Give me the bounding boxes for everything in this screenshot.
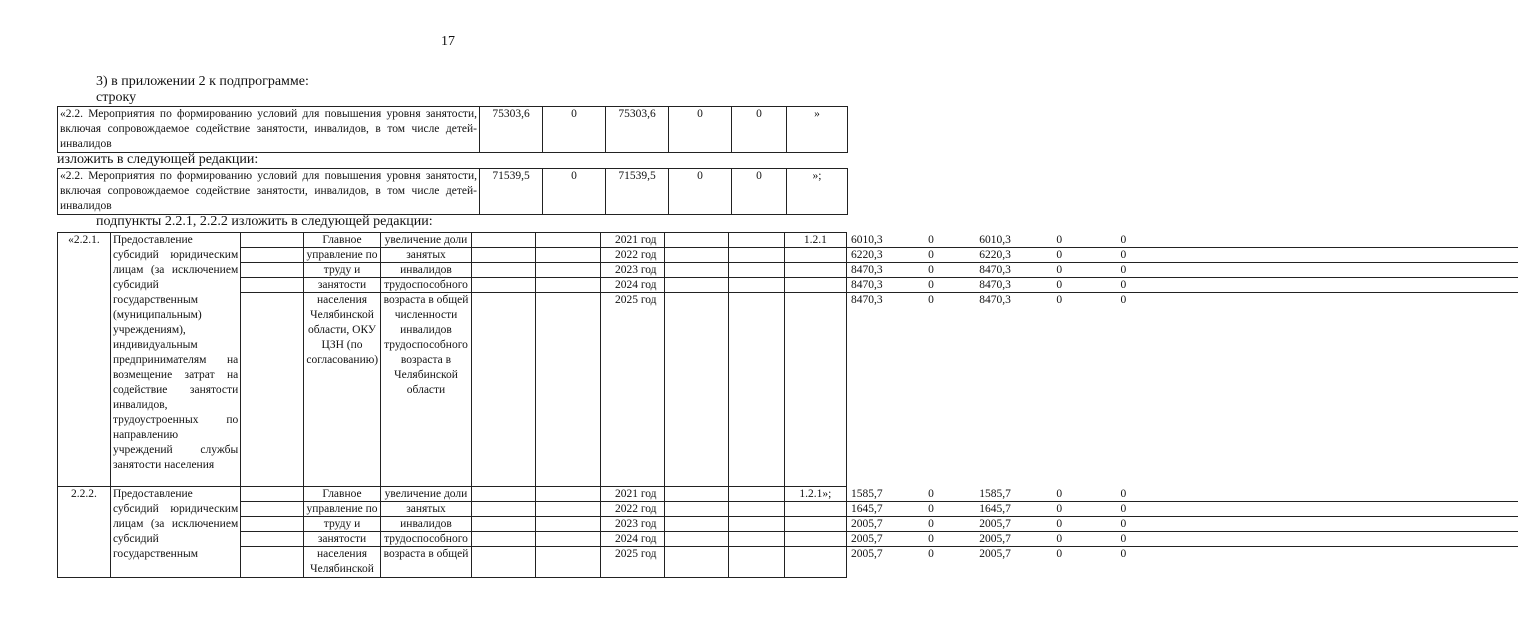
old-row-v1: 75303,6 bbox=[480, 107, 543, 153]
row-2-c5: 0 bbox=[1120, 548, 1127, 560]
intro-line-2: строку bbox=[96, 90, 137, 105]
new-row-v4: 0 bbox=[669, 169, 732, 215]
row-2-c1: 1645,7 bbox=[472, 502, 1261, 517]
old-row-table bbox=[57, 106, 848, 153]
new-row-v5: 0 bbox=[732, 169, 787, 215]
row-1-num: «2.2.1. bbox=[58, 233, 111, 487]
row-2-c5: 0 bbox=[729, 502, 1518, 517]
row-1-year: 2024 год bbox=[241, 278, 1030, 293]
row-2-c4: 0 bbox=[1056, 548, 1063, 560]
page-number: 17 bbox=[441, 34, 455, 49]
new-row-v2: 0 bbox=[543, 169, 606, 215]
table-row bbox=[58, 233, 847, 487]
row-2-c3: 2005,7 bbox=[601, 532, 1390, 547]
row-1-c2: 0 bbox=[536, 248, 1325, 263]
row-2-c3: 2005,7 bbox=[601, 517, 1390, 532]
row-1-desc: Предоставление субсидий юридическим лицам (за исключением субсидий государственным (муниципальным) учреждениям), индивидуальным предпринимателям на возмещение затрат на содействие занятости инвалидов, трудоустроенных по направлению учреждений службы занятости населения bbox=[110, 233, 240, 487]
subpoints-text: подпункты 2.2.1, 2.2.2 изложить в следующей редакции: bbox=[96, 214, 433, 229]
row-1-c1: 8470,3 bbox=[472, 263, 1261, 278]
old-row-v4: 0 bbox=[669, 107, 732, 153]
row-1-c3: 8470,3 bbox=[601, 278, 1390, 293]
row-2-c2: 0 bbox=[536, 517, 1325, 532]
row-1-c3: 6220,3 bbox=[601, 248, 1390, 263]
intro-line-1: 3) в приложении 2 к подпрограмме: bbox=[96, 74, 309, 89]
row-1-c5: 0 bbox=[1120, 294, 1127, 306]
row-1-year: 2023 год bbox=[241, 263, 1030, 278]
row-1-c2: 0 bbox=[928, 294, 934, 306]
old-row-v2: 0 bbox=[543, 107, 606, 153]
row-2-year: 2025 год bbox=[614, 548, 657, 560]
row-1-c4: 0 bbox=[665, 233, 1454, 248]
row-2-c2: 0 bbox=[536, 532, 1325, 547]
row-1-c3: 8470,3 bbox=[601, 263, 1390, 278]
row-2-c2: 0 bbox=[536, 487, 1325, 502]
row-2-c1: 2005,7 bbox=[472, 517, 1261, 532]
subpoints-table bbox=[57, 232, 1127, 578]
new-row-v1: 71539,5 bbox=[480, 169, 543, 215]
row-2-c4: 0 bbox=[665, 517, 1454, 532]
row-2-c1: 2005,7 bbox=[851, 548, 883, 560]
row-1-year: 2021 год bbox=[241, 233, 1030, 248]
row-2-year: 2022 год bbox=[241, 502, 1030, 517]
row-2-c2: 0 bbox=[928, 548, 934, 560]
row-2-year: 2023 год bbox=[241, 517, 1030, 532]
row-2-executor: Главное управление по труду и занятости населения Челябинской bbox=[304, 487, 380, 578]
row-2-year: 2024 год bbox=[241, 532, 1030, 547]
row-1-c1: 6010,3 bbox=[472, 233, 1261, 248]
row-2-c3: 1645,7 bbox=[601, 502, 1390, 517]
row-1-c5: 0 bbox=[729, 248, 1518, 263]
row-2-ref: 1.2.1»; bbox=[784, 487, 846, 578]
row-1-c4: 0 bbox=[665, 248, 1454, 263]
row-2-indicator: увеличение доли занятых инвалидов трудоспособного возраста в общей bbox=[380, 487, 472, 578]
row-1-c1: 6220,3 bbox=[472, 248, 1261, 263]
row-1-c2: 0 bbox=[536, 278, 1325, 293]
row-1-c4: 0 bbox=[665, 278, 1454, 293]
row-1-year: 2025 год bbox=[614, 294, 657, 306]
row-1-c4: 0 bbox=[1056, 294, 1063, 306]
old-row-name: «2.2. Мероприятия по формированию условий для повышения уровня занятости, включая сопровождаемое содействие занятости, инвалидов, в том числе детей-инвалидов bbox=[58, 107, 480, 153]
old-row-v6: » bbox=[787, 107, 848, 153]
old-row-v5: 0 bbox=[732, 107, 787, 153]
row-1-ref: 1.2.1 bbox=[784, 233, 846, 487]
row-1-c1: 8470,3 bbox=[472, 278, 1261, 293]
row-1-c1: 8470,3 bbox=[851, 294, 883, 306]
new-row-table bbox=[57, 168, 848, 215]
middle-text: изложить в следующей редакции: bbox=[57, 152, 259, 167]
row-1-c4: 0 bbox=[665, 263, 1454, 278]
row-2-c1: 1585,7 bbox=[472, 487, 1261, 502]
row-1-c5: 0 bbox=[729, 263, 1518, 278]
row-2-c3: 2005,7 bbox=[979, 548, 1011, 560]
new-row-v3: 71539,5 bbox=[606, 169, 669, 215]
row-1-executor: Главное управление по труду и занятости населения Челябинской области, ОКУ ЦЗН (по согласованию) bbox=[304, 233, 380, 487]
table-row bbox=[58, 487, 847, 578]
new-row-name: «2.2. Мероприятия по формированию условий для повышения уровня занятости, включая сопровождаемое содействие занятости, инвалидов, в том числе детей-инвалидов bbox=[58, 169, 480, 215]
row-1-c2: 0 bbox=[536, 233, 1325, 248]
row-2-c3: 1585,7 bbox=[601, 487, 1390, 502]
row-2-c1: 2005,7 bbox=[472, 532, 1261, 547]
row-1-c3: 8470,3 bbox=[979, 294, 1011, 306]
row-1-c3: 6010,3 bbox=[601, 233, 1390, 248]
row-2-c4: 0 bbox=[665, 532, 1454, 547]
row-2-desc: Предоставление субсидий юридическим лицам (за исключением субсидий государственным bbox=[110, 487, 240, 578]
row-1-year: 2022 год bbox=[241, 248, 1030, 263]
row-2-c2: 0 bbox=[536, 502, 1325, 517]
row-2-c5: 0 bbox=[729, 517, 1518, 532]
row-1-c2: 0 bbox=[536, 263, 1325, 278]
row-2-c4: 0 bbox=[665, 487, 1454, 502]
row-1-indicator: увеличение доли занятых инвалидов трудоспособного возраста в общей численности инвалидов трудоспособного возраста в Челябинской области bbox=[380, 233, 472, 487]
row-2-year: 2021 год bbox=[241, 487, 1030, 502]
new-row-v6: »; bbox=[787, 169, 848, 215]
row-1-c5: 0 bbox=[729, 233, 1518, 248]
row-2-c5: 0 bbox=[729, 532, 1518, 547]
row-2-num: 2.2.2. bbox=[58, 487, 111, 578]
row-2-c5: 0 bbox=[729, 487, 1518, 502]
old-row-v3: 75303,6 bbox=[606, 107, 669, 153]
row-2-c4: 0 bbox=[665, 502, 1454, 517]
row-1-c5: 0 bbox=[729, 278, 1518, 293]
